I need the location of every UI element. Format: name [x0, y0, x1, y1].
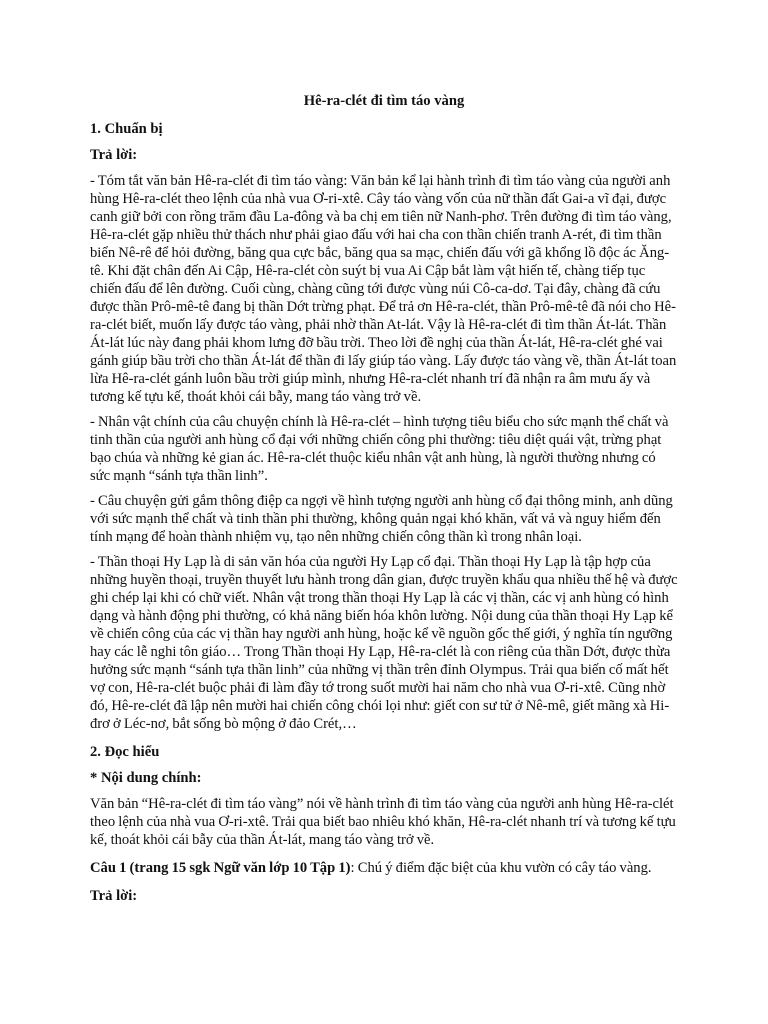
answer-label-2: Trả lời:	[90, 888, 138, 904]
summary-paragraph: - Tóm tắt văn bản Hê-ra-clét đi tìm táo vàng: Văn bản kể lại hành trình đi tìm táo vàng của người anh hùng Hê-ra-clét theo lệnh của nhà vua Ơ-ri-xtê. Cây táo vàng vốn của nữ thần đất Gai-a vĩ đại, được canh giữ bởi con rồng trăm đầu La-đông và ba chị em tiên nữ Nanh-phơ. Trên đường đi tìm táo vàng, Hê-ra-clét gặp nhiều thử thách như phải giao đấu với hai cha con thần chiến tranh A-rét, đi tìm thần biển Nê-rê để hỏi đường, băng qua cực bắc, băng qua sa mạc, chiến đấu với gã khổng lồ độc ác Ăng-tê. Khi đặt chân đến Ai Cập, Hê-ra-clét còn suýt bị vua Ai Cập bắt làm vật hiến tế, chàng tiếp tục chiến đấu để lên đường. Cuối cùng, chàng cũng tới được vùng núi Cô-ca-dơ. Tại đây, chàng đã cứu được thần Prô-mê-tê đang bị thần Dớt trừng phạt. Để trả ơn Hê-ra-clét, thần Prô-mê-tê đã nói cho Hê-ra-clét biết, muốn lấy được táo vàng, phải nhờ thần At-lát. Vậy là Hê-ra-clét đi tìm thần Át-lát. Thần Át-lát lúc này đang phải khom lưng đỡ bầu trời. Theo lời đề nghị của thần Át-lát, Hê-ra-clét ghé vai gánh giúp bầu trời cho thần Át-lát để thần đi lấy giúp táo vàng. Lấy được táo vàng về, thần Át-lát toan lừa Hê-ra-clét gánh luôn bầu trời giúp mình, nhưng Hê-ra-clét nhanh trí đã nhận ra âm mưu ấy và tương kế tựu kế, thoát khỏi cái bẫy, mang táo vàng trở về.	[90, 173, 677, 405]
answer-label: Trả lời:	[90, 147, 138, 163]
question-1-label: Câu 1 (trang 15 sgk Ngữ văn lớp 10 Tập 1)	[90, 860, 351, 876]
main-content-paragraph: Văn bản “Hê-ra-clét đi tìm táo vàng” nói về hành trình đi tìm táo vàng của người anh hùng Hê-ra-clét theo lệnh của nhà vua Ơ-ri-xtê. Trải qua biết bao nhiêu khó khăn, Hê-ra-clét nhanh trí và tương kế tựu kế, thoát khỏi cái bẫy của thần Át-lát, mang táo vàng trở về.	[90, 796, 676, 848]
section-heading-reading: 2. Đọc hiểu	[90, 744, 160, 760]
main-character-paragraph: - Nhân vật chính của câu chuyện chính là Hê-ra-clét – hình tượng tiêu biểu cho sức mạnh thể chất và tinh thần của người anh hùng cổ đại với những chiến công phi thường: tiêu diệt quái vật, trừng phạt bạo chúa và những kẻ gian ác. Hê-ra-clét thuộc kiểu nhân vật anh hùng, là người thường nhưng có sức mạnh “sánh tựa thần linh”.	[90, 414, 669, 484]
document-title: Hê-ra-clét đi tìm táo vàng	[303, 93, 465, 109]
question-1	[90, 859, 678, 877]
question-1-text: : Chú ý điểm đặc biệt của khu vườn có cây táo vàng.	[350, 860, 652, 876]
greek-mythology-paragraph: - Thần thoại Hy Lạp là di sản văn hóa của người Hy Lạp cổ đại. Thần thoại Hy Lạp là tập hợp của những huyền thoại, truyền thuyết lưu hành trong dân gian, được truyền khẩu qua nhiều thế hệ và được ghi chép lại khi có chữ viết. Nhân vật trong thần thoại Hy Lạp là các vị thần, các vị anh hùng có hình dạng và hành động phi thường, có khả năng biến hóa khôn lường. Nội dung của thần thoại Hy Lạp kể về chiến công của các vị thần hay người anh hùng, hoặc kể về nguồn gốc thế giới, ý nghĩa tín ngưỡng hay các lễ nghi tôn giáo… Trong Thần thoại Hy Lạp, Hê-ra-clét là con riêng của thần Dớt, được thừa hưởng sức mạnh “sánh tựa thần linh” của những vị thần trên đỉnh Olympus. Trải qua biến cố mất hết vợ con, Hê-ra-clét buộc phải đi làm đầy tớ trong suốt mười hai năm cho nhà vua Ơ-ri-xtê. Cũng nhờ đó, Hê-re-clét đã lập nên mười hai chiến công chói lọi như: giết con sư tử ở Nê-mê, giết mãng xà Hi-đrơ ở Léc-nơ, bắt sống bò mộng ở đảo Crét,…	[90, 554, 678, 732]
section-heading-preparation: 1. Chuẩn bị	[90, 121, 163, 137]
message-paragraph: - Câu chuyện gửi gắm thông điệp ca ngợi về hình tượng người anh hùng cổ đại thông minh, anh dũng với sức mạnh thể chất và tinh thần phi thường, không quản ngại khó khăn, vất vả và nguy hiểm đến tính mạng để hoàn thành nhiệm vụ, tạo nên những chiến công thần kì trong nhân loại.	[90, 493, 673, 545]
main-content-label: * Nội dung chính:	[90, 770, 202, 786]
